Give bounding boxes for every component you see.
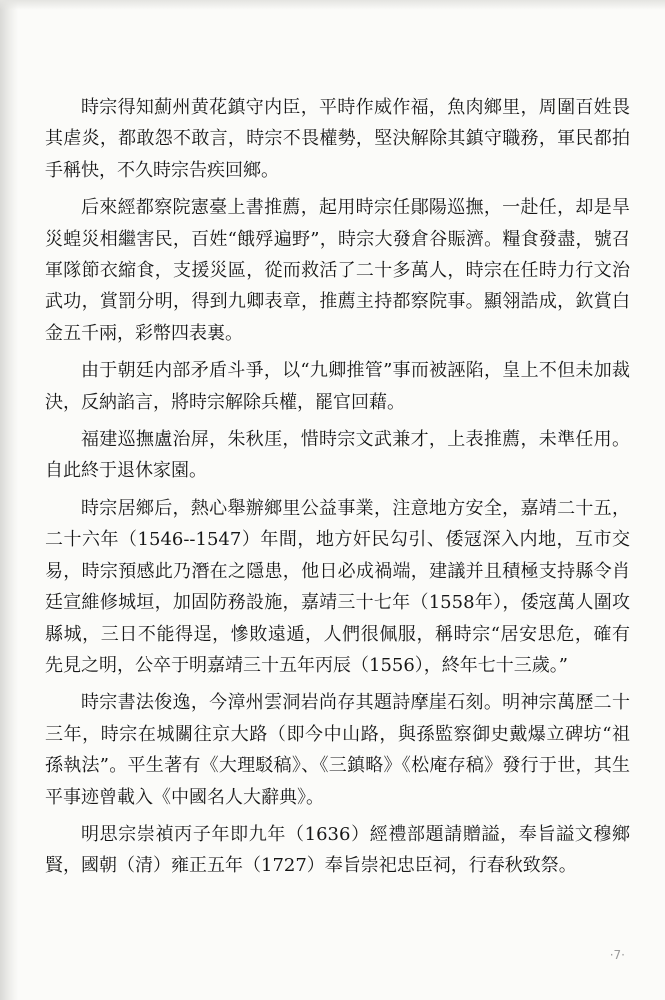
paragraph-4: 福建巡撫盧治屏，朱秋厓，惜時宗文武兼才，上表推薦，未準任用。自此終于退休家園。 xyxy=(45,429,630,482)
paragraph-3: 由于朝廷内部矛盾斗爭，以“九卿推管”事而被誣陷，皇上不但未加裁決，反納諂言，將時宗解除兵權，罷官回藉。 xyxy=(45,360,630,413)
paragraph-2: 后來經都察院憲臺上書推薦，起用時宗任鄖陽巡撫，一赴任，却是旱災蝗災相繼害民，百姓“餓殍遍野”，時宗大發倉谷賑濟。糧食發盡，號召軍隊節衣縮食，支援災區，從而救活了二十多萬人，時宗在任時力行文治武功，賞罰分明，得到九卿表章，推薦主持都察院事。顯翎誥成，欽賞白金五千兩，彩幣四表裏。 xyxy=(45,197,630,344)
page-number: ·7· xyxy=(609,948,625,962)
paragraph-7: 明思宗崇禎丙子年即九年（1636）經禮部題請贈謚，奉旨謚文穆鄉賢，國朝（清）雍正五年（1727）奉旨崇祀忠臣祠，行春秋致祭。 xyxy=(45,823,630,877)
scan-edge-top xyxy=(0,0,665,10)
paragraph-6: 時宗書法俊逸，今漳州雲洞岩尚存其題詩摩崖石刻。明神宗萬歷二十三年，時宗在城關往京大路（即今中山路，與孫監察御史戴爆立碑坊“祖孫執法”。平生著有《大理駁稿》、《三鎮略》《松庵存稿》發行于世，其生平事迹曾載入《中國名人大辭典》。 xyxy=(45,692,630,808)
body-text xyxy=(45,92,630,882)
paragraph-1: 時宗得知薊州黄花鎮守内臣，平時作威作福，魚肉鄉里，周圍百姓畏其虐炎，都敢怨不敢言，時宗不畏權勢，堅決解除其鎮守職務，軍民都拍手稱快，不久時宗告疾回鄉。 xyxy=(45,97,630,181)
scan-edge-left xyxy=(0,0,18,1000)
paragraph-5: 時宗居鄉后，熱心舉辦鄉里公益事業，注意地方安全，嘉靖二十五，二十六年（1546--1547）年間，地方奸民勾引、倭冦深入内地，互市交易，時宗預感此乃潛在之隱患，他日必成禍端，建議并且積極支持縣令肖廷宣維修城垣，加固防務設施，嘉靖三十七年（1558年），倭寇萬人圍攻縣城，三日不能得逞，慘敗遠遁，人們很佩服，稱時宗“居安思危，確有先見之明，公卒于明嘉靖三十五年丙辰（1556），終年七十三歲。” xyxy=(45,497,630,676)
